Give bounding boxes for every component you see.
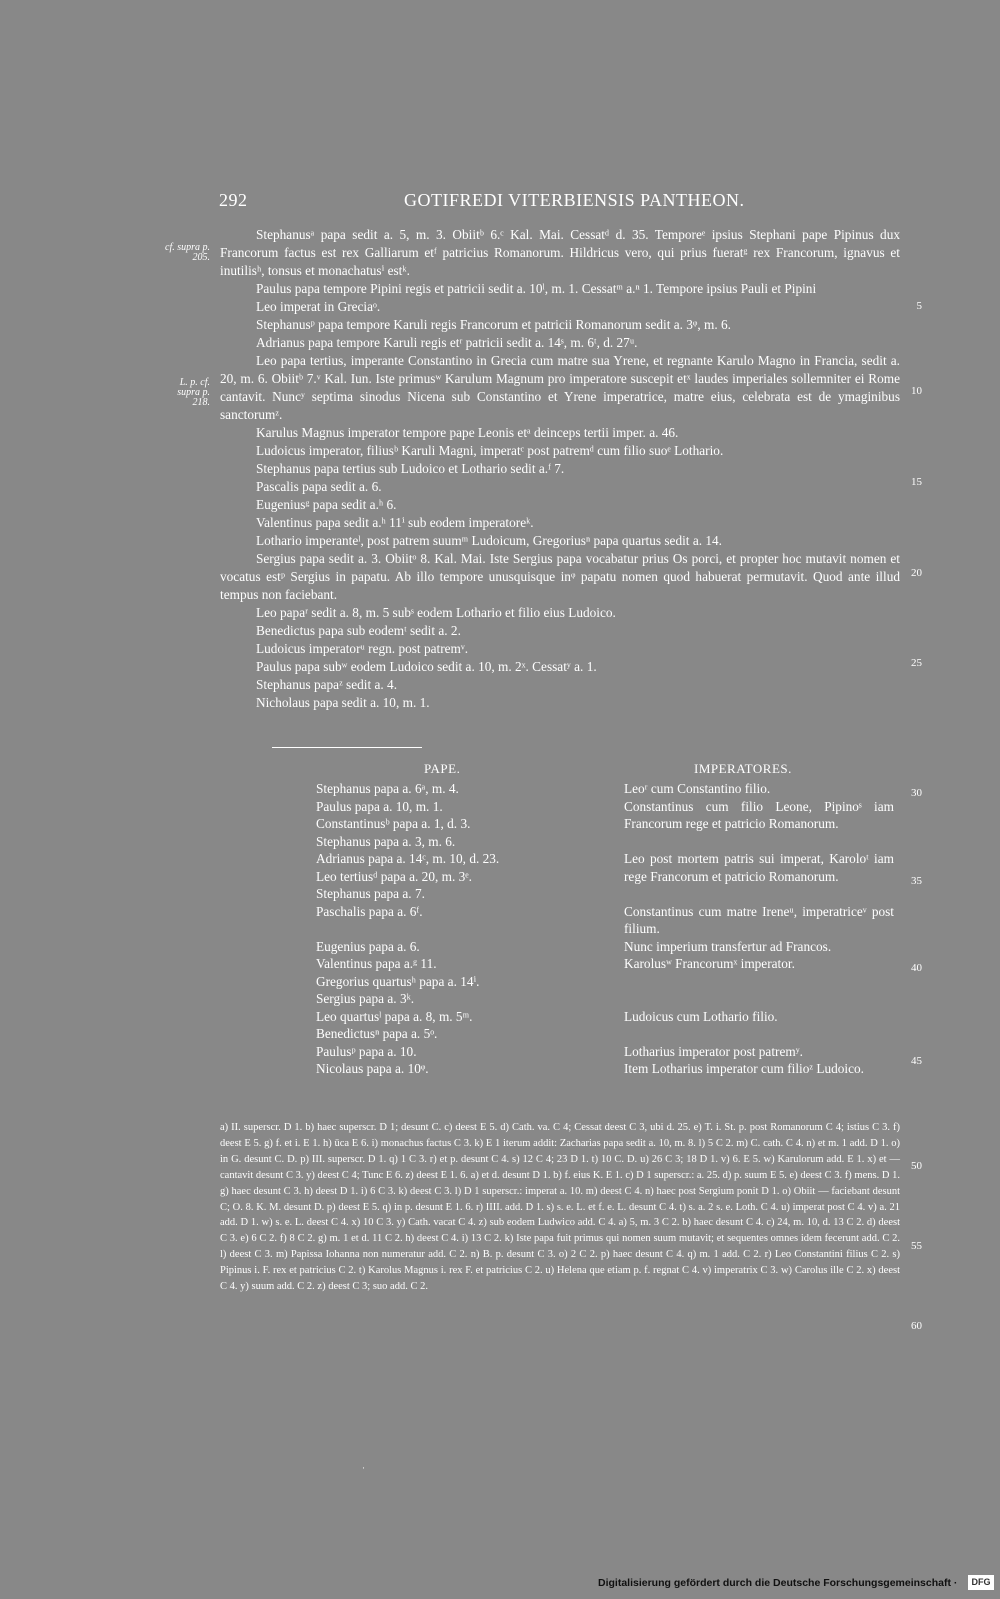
pope-entry: Stephanus papa a. 6ᵃ, m. 4. — [316, 781, 459, 796]
paragraph: Leo imperat in Greciaᵒ. — [256, 299, 381, 314]
line-number: 10 — [911, 385, 922, 397]
emperor-entry: Lotharius imperator post patremʸ. — [624, 1043, 803, 1059]
line-number: 25 — [911, 657, 922, 669]
paragraph: Stephanusᵃ papa sedit a. 5, m. 3. Obiitᵇ 6.ᶜ Kal. Mai. Cessatᵈ d. 35. Temporeᵉ ipsius Stephani pape Pipinus dux Francorum factus est rex Galliarum etᶠ patricius Romanorum. Hildricus vero, qui prius fueratᵍ rex Francorum, ignavus et inutilisʰ, tonsus et monachatusⁱ estᵏ. — [220, 227, 900, 278]
running-title: GOTIFREDI VITERBIENSIS PANTHEON. — [404, 190, 745, 210]
paragraph: Lothario imperanteˡ, post patrem suumᵐ Ludoicum, Gregoriusⁿ papa quartus sedit a. 14. — [256, 533, 722, 548]
pope-entry: Benedictusⁿ papa a. 5ᵒ. — [316, 1026, 438, 1041]
paragraph: Paulus papa subʷ eodem Ludoico sedit a. 10, m. 2ˣ. Cessatʸ a. 1. — [256, 659, 597, 674]
margin-note-cf-205: cf. supra p. 205. — [165, 242, 210, 263]
pope-entry: Gregorius quartusʰ papa a. 14ⁱ. — [316, 973, 480, 989]
pope-entry: Valentinus papa a.ᵍ 11. — [316, 956, 437, 971]
emperor-entry: Karolusʷ Francorumˣ imperator. — [624, 956, 795, 971]
paragraph: Nicholaus papa sedit a. 10, m. 1. — [256, 695, 430, 710]
dfg-logo: DFG — [968, 1575, 994, 1590]
paragraph: Karulus Magnus imperator tempore pape Leonis etᵃ deinceps tertii imper. a. 46. — [256, 425, 679, 440]
pope-entry: Paulus papa a. 10, m. 1. — [316, 798, 443, 814]
margin-note-cf-218: L. p. cf. supra p. 218. — [177, 377, 210, 408]
page-number: 292 — [219, 190, 248, 210]
paragraph: Ludoicus imperator, filiusᵇ Karuli Magni, imperatᶜ post patremᵈ cum filio suoᵉ Lothario. — [256, 443, 724, 458]
line-number: 40 — [911, 962, 922, 974]
chronicle-text — [220, 226, 900, 712]
emperor-entry: Constantinus cum matre Ireneᵘ, imperatriceᵛ post filium. — [624, 903, 894, 936]
line-number: 45 — [911, 1055, 922, 1067]
emperor-entry: Ludoicus cum Lothario filio. — [624, 1008, 778, 1024]
emperor-entry: Nunc imperium transfertur ad Francos. — [624, 938, 832, 954]
pope-entry: Sergius papa a. 3ᵏ. — [316, 991, 415, 1006]
pope-entry: Stephanus papa a. 3, m. 6. — [316, 833, 456, 849]
pope-entry: Leo tertiusᵈ papa a. 20, m. 3ᵉ. — [316, 868, 472, 884]
pope-entry: Constantinusᵇ papa a. 1, d. 3. — [316, 816, 471, 831]
pope-entry: Eugenius papa a. 6. — [316, 938, 420, 954]
paragraph: Leo papa tertius, imperante Constantino in Grecia cum matre sua Yrene, et regnante Karulo Magno in Francia, sedit a. 20, m. 6. Obiitᵇ 7.ᵛ Kal. Iun. Iste primusʷ Karulum Magnum pro imperatore suscepit etˣ laudes imperiales sollemniter ei Rome cantavit. Nuncʸ septima sinodus Nicena sub Constantino et Yrene imperatrice, matre eius, celebrata est de ymaginibus sanctorumᶻ. — [220, 353, 900, 422]
paragraph: Adrianus papa tempore Karuli regis etʳ patricii sedit a. 14ˢ, m. 6ᵗ, d. 27ᵘ. — [256, 335, 638, 350]
line-number: 5 — [916, 300, 922, 312]
pope-entry: Leo quartusˡ papa a. 8, m. 5ᵐ. — [316, 1008, 473, 1024]
line-number: 50 — [911, 1160, 922, 1172]
signature-mark: · — [362, 1463, 365, 1473]
line-number: 20 — [911, 567, 922, 579]
paragraph: Valentinus papa sedit a.ʰ 11ⁱ sub eodem imperatoreᵏ. — [256, 515, 534, 530]
line-number: 55 — [911, 1240, 922, 1252]
digitization-credit: Digitalisierung gefördert durch die Deutsche Forschungsgemeinschaft · — [598, 1577, 958, 1589]
pope-entry: Nicolaus papa a. 10ᵠ. — [316, 1061, 429, 1076]
emperor-entry: Item Lotharius imperator cum filioᶻ Ludoico. — [624, 1061, 864, 1076]
critical-apparatus: a) II. superscr. D 1. b) haec superscr. D 1; desunt C. c) deest E 5. d) Cath. va. C 4; Cessat deest C 3, ubi d. 25. e) T. i. St. p. post Romanorum C 4; istius C 3. f) deest E 5. g) f. et i. E 1. h) ūca E 6. i) monachus factus C 3. k) E 1 iterum addit: Zacharias papa sedit a. 10, m. 8. l) 5 C 2. m) C. cath. C 4. n) et m. 1 add. D 1. o) in G. desunt C. D. p) III. superscr. D 1. q) 1 C 3. r) et p. desunt C 4. s) 12 C 4; 23 D 1. t) 10 C. D. u) 26 C 3; 18 D 1. v) 6. E 5. w) Karulorum add. E 1. x) et — cantavit desunt C 3. y) deest C 4; Tunc E 6. z) deest E 1. 6. a) et d. desunt D 1. b) f. eius K. E 1. c) D 1 superscr.: a. 25. d) p. suum E 5. e) deest C 3. f) mens. D 1. g) haec desunt C 3. h) deest D 1. i) 6 C 3. k) deest C 3. l) D 1 superscr.: imperat a. 10. m) deest C 4. n) haec post Sergium ponit D 1. o) Obiit — faciebant desunt C; O. 8. K. M. desunt D. p) deest E 5. q) in p. desunt E 1. 6. r) IIII. add. D 1. s) s. e. L. et f. e. L. desunt C 4. t) s. a. 2 s. e. Loth. C 4. u) imperat post C 4. v) a. 21 add. D 1. w) s. e. L. deest C 4. x) 10 C 3. y) Cath. vacat C 4. z) sub eodem Ludwico add. C 4. a) 5, m. 3 C 2. b) haec desunt C 4. c) 24, m. 10, d. 13 C 2. d) deest C 3. e) 6 C 2. f) 8 C 2. g) m. 1 et d. 11 C 2. h) deest C 4. i) 13 C 2. k) Iste papa fuit primus qui nomen suum mutavit; et sequentes omnes idem fecerunt add. C 2. l) deest C 3. m) Papissa Iohanna non numeratur add. C 2. n) B. p. desunt C 3. o) 2 C 2. p) haec desunt C 4. q) m. 1 add. C 2. r) Leo Constantini filius C 2. s) Pipinus i. F. rex et patricius C 2. t) Karolus Magnus i. rex F. et patricius C 2. u) Helena que etiam p. f. regnat C 4. v) imperatrix C 3. w) Carolus ille C 2. x) deest C 4. y) suum add. C 2. z) deest C 3; suo add. C 2. — [220, 1122, 900, 1293]
emperor-entry: Leo post mortem patris sui imperat, Karoloᵗ iam rege Francorum et patricio Romanorum. — [624, 851, 894, 884]
emperor-entry: Leoʳ cum Constantino filio. — [624, 781, 771, 796]
line-number: 60 — [911, 1320, 922, 1332]
emperor-entry: Constantinus cum filio Leone, Pipinoˢ iam Francorum rege et patricio Romanorum. — [624, 798, 894, 831]
paragraph: Ludoicus imperatorᵘ regn. post patremᵛ. — [256, 641, 469, 656]
paragraph: Benedictus papa sub eodemᵗ sedit a. 2. — [256, 623, 461, 638]
paragraph: Leo papaʳ sedit a. 8, m. 5 subˢ eodem Lothario et filio eius Ludoico. — [256, 605, 616, 620]
pope-entry: Adrianus papa a. 14ᶜ, m. 10, d. 23. — [316, 851, 500, 866]
emperors-heading: IMPERATORES. — [694, 761, 792, 776]
paragraph: Stephanusᵖ papa tempore Karuli regis Francorum et patricii Romanorum sedit a. 3ᵠ, m. 6. — [256, 317, 731, 332]
line-number: 30 — [911, 787, 922, 799]
paragraph: Stephanus papa tertius sub Ludoico et Lothario sedit a.ᶠ 7. — [256, 461, 565, 476]
pope-entry: Paulusᵖ papa a. 10. — [316, 1043, 417, 1059]
line-number: 15 — [911, 476, 922, 488]
popes-column — [316, 780, 606, 1078]
section-divider — [272, 747, 422, 748]
pope-entry: Stephanus papa a. 7. — [316, 886, 425, 901]
pope-entry — [316, 920, 606, 938]
paragraph: Sergius papa sedit a. 3. Obiitᵒ 8. Kal. Mai. Iste Sergius papa vocabatur prius Os porci, et propter hoc mutavit nomen et vocatus estᵖ Sergius in papatu. Ab illo tempore unusquisque inᵠ papatu nomen quod habuerat permutavit. Quod ante illud tempus non faciebant. — [220, 551, 900, 602]
paragraph: Stephanus papaᶻ sedit a. 4. — [256, 677, 398, 692]
paragraph: Paulus papa tempore Pipini regis et patricii sedit a. 10ˡ, m. 1. Cessatᵐ a.ⁿ 1. Tempore ipsius Pauli et Pipini — [256, 281, 817, 296]
paragraph: Pascalis papa sedit a. 6. — [256, 479, 382, 494]
pope-entry: Paschalis papa a. 6ᶠ. — [316, 903, 423, 919]
paragraph: Eugeniusᵍ papa sedit a.ʰ 6. — [256, 497, 397, 512]
popes-heading: PAPE. — [424, 761, 461, 776]
line-number: 35 — [911, 875, 922, 887]
